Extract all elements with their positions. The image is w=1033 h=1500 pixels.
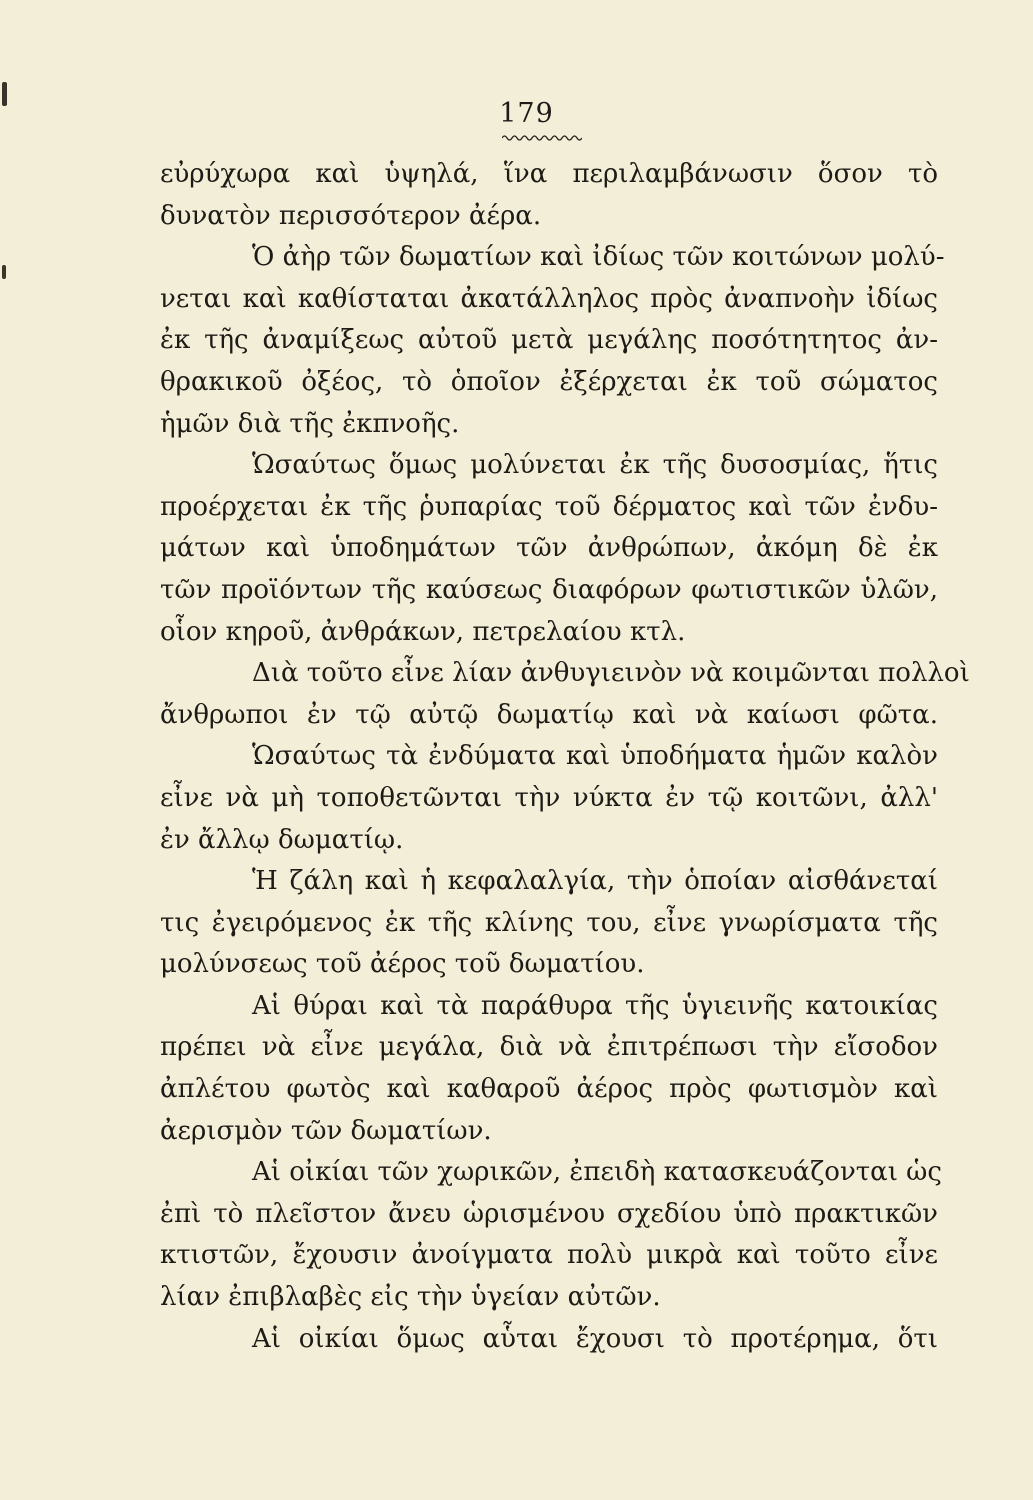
text-line: Ὁ ἀὴρ τῶν δωματίων καὶ ἰδίως τῶν κοιτώνων μολύ- bbox=[252, 242, 945, 273]
text-line: λίαν ἐπιβλαβὲς εἰς τὴν ὑγείαν αὐτῶν. bbox=[160, 1282, 661, 1313]
text-line: εὐρύχωρα καὶ ὑψηλά, ἵνα περιλαμβάνωσιν ὅσον τὸ bbox=[160, 159, 938, 189]
page-number: 179 bbox=[499, 98, 554, 129]
text-line: Ὡσαύτως ὅμως μολύνεται ἐκ τῆς δυσοσμίας, ἥτις bbox=[252, 450, 938, 481]
text-line: μάτων καὶ ὑποδημάτων τῶν ἀνθρώπων, ἀκόμη δὲ ἐκ bbox=[160, 533, 938, 564]
text-line: ἄνθρωποι ἐν τῷ αὐτῷ δωματίῳ καὶ νὰ καίωσι φῶτα. bbox=[160, 699, 938, 730]
text-line: δυνατὸν περισσότερον ἀέρα. bbox=[160, 200, 542, 231]
text-line: νεται καὶ καθίσταται ἀκατάλληλος πρὸς ἀναπνοὴν ἰδίως bbox=[160, 283, 938, 314]
text-line: οἷον κηροῦ, ἀνθράκων, πετρελαίου κτλ. bbox=[160, 616, 686, 647]
text-line: τῶν προϊόντων τῆς καύσεως διαφόρων φωτιστικῶν ὑλῶν, bbox=[160, 574, 938, 605]
text-line: ἐκ τῆς ἀναμίξεως αὐτοῦ μετὰ μεγάλης ποσότητητος ἀν- bbox=[160, 325, 938, 356]
margin-mark bbox=[2, 265, 6, 279]
text-line: Αἱ θύραι καὶ τὰ παράθυρα τῆς ὑγιεινῆς κατοικίας bbox=[252, 990, 938, 1021]
text-line: Αἱ οἰκίαι τῶν χωρικῶν, ἐπειδὴ κατασκευάζονται ὡς bbox=[252, 1157, 942, 1188]
body-text bbox=[160, 154, 970, 1360]
text-line: ἐν ἄλλῳ δωματίῳ. bbox=[160, 824, 404, 855]
text-line: Ἡ ζάλη καὶ ἡ κεφαλαλγία, τὴν ὁποίαν αἰσθάνεταί bbox=[252, 866, 938, 897]
text-line: Αἱ οἰκίαι ὅμως αὗται ἔχουσι τὸ προτέρημα, ὅτι bbox=[252, 1323, 938, 1354]
text-line: Διὰ τοῦτο εἶνε λίαν ἀνθυγιεινὸν νὰ κοιμῶνται πολλοὶ bbox=[252, 658, 970, 689]
text-line: εἶνε νὰ μὴ τοποθετῶνται τὴν νύκτα ἐν τῷ κοιτῶνι, ἀλλ' bbox=[160, 782, 938, 813]
text-line: κτιστῶν, ἔχουσιν ἀνοίγματα πολὺ μικρὰ καὶ τοῦτο εἶνε bbox=[160, 1240, 938, 1271]
text-line: θρακικοῦ ὀξέος, τὸ ὁποῖον ἐξέρχεται ἐκ τοῦ σώματος bbox=[160, 366, 938, 397]
text-line: πρέπει νὰ εἶνε μεγάλα, διὰ νὰ ἐπιτρέπωσι τὴν εἴσοδον bbox=[160, 1032, 938, 1063]
text-line: ἀερισμὸν τῶν δωματίων. bbox=[160, 1115, 492, 1146]
text-line: προέρχεται ἐκ τῆς ῥυπαρίας τοῦ δέρματος καὶ τῶν ἐνδυ- bbox=[160, 491, 938, 522]
text-line: ἀπλέτου φωτὸς καὶ καθαροῦ ἀέρος πρὸς φωτισμὸν καὶ bbox=[160, 1074, 938, 1105]
text-line: ἐπὶ τὸ πλεῖστον ἄνευ ὡρισμένου σχεδίου ὑπὸ πρακτικῶν bbox=[160, 1198, 938, 1229]
ornament-underline bbox=[502, 134, 582, 142]
text-line: μολύνσεως τοῦ ἀέρος τοῦ δωματίου. bbox=[160, 949, 645, 980]
text-line: Ὡσαύτως τὰ ἐνδύματα καὶ ὑποδήματα ἡμῶν καλὸν bbox=[252, 741, 938, 772]
text-line: ἡμῶν διὰ τῆς ἐκπνοῆς. bbox=[160, 408, 460, 439]
text-line: τις ἐγειρόμενος ἐκ τῆς κλίνης του, εἶνε γνωρίσματα τῆς bbox=[160, 907, 938, 938]
